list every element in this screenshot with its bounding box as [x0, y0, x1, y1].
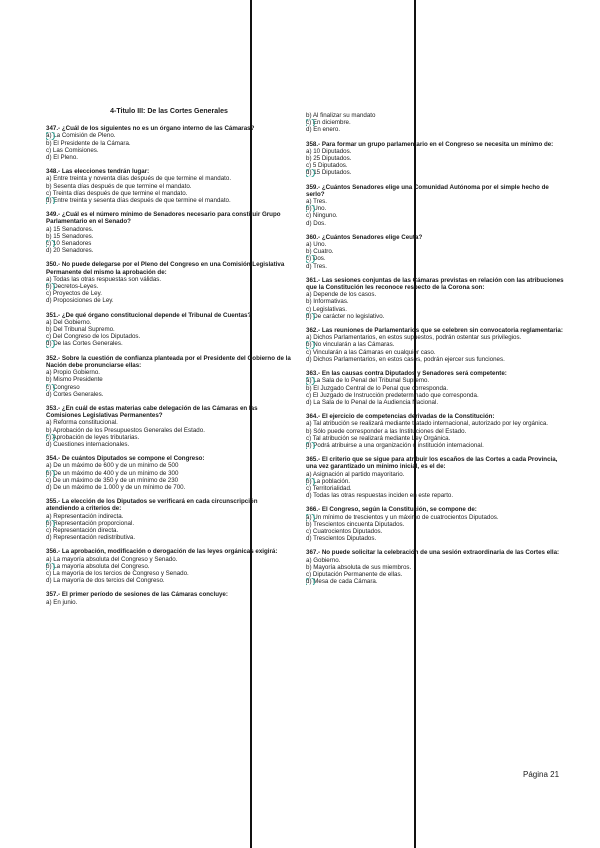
- answer-option: a) Reforma constitucional.: [46, 419, 118, 427]
- answer-option: d) Tres.: [306, 262, 327, 270]
- answer-option: d) Dichos Parlamentarios, en estos casos, podrán ejercer sus funciones.: [306, 355, 505, 363]
- question-block: [306, 112, 568, 134]
- answer-option: c) Las Comisiones.: [46, 146, 99, 154]
- question-text: 351.- ¿De qué órgano constitucional depende el Tribunal de Cuentas?: [46, 311, 252, 319]
- answer-option: a) Del Gobierno.: [46, 318, 92, 326]
- question-block: [306, 184, 568, 227]
- left-column: [46, 108, 292, 613]
- question-block: [306, 549, 568, 585]
- question-block: [46, 261, 292, 304]
- answer-option-marked: b) Decretos-Leyes.: [46, 283, 292, 290]
- answer-option: d) Representación redistributiva.: [46, 534, 136, 542]
- question-text: 366.- El Congreso, según la Constitución, se compone de:: [306, 506, 477, 514]
- page-number: Página 21: [523, 770, 560, 779]
- question-block: [306, 327, 568, 363]
- question-block: [46, 548, 292, 584]
- question-block: [46, 455, 292, 491]
- answer-option: d) Dos.: [306, 219, 326, 227]
- question-text: 357.- El primer período de sesiones de las Cámaras concluye:: [46, 591, 228, 599]
- question-block: [306, 413, 568, 449]
- answer-option: b) 25 Diputados.: [306, 155, 352, 163]
- answer-option: c) 5 Diputados.: [306, 162, 348, 170]
- answer-option: a) 10 Diputados.: [306, 147, 352, 155]
- answer-option: c) Cuatrocientos Diputados.: [306, 527, 383, 535]
- question-text: 361.- Las sesiones conjuntas de las Cámaras previstas en relación con las atribuciones que la Constitución les reconoce respecto de la Corona son:: [306, 276, 564, 292]
- question-text: 364.- El ejercicio de competencias derivadas de la Constitución:: [306, 413, 495, 421]
- answer-option: a) De un máximo de 600 y de un mínimo de 500: [46, 462, 179, 470]
- answer-option: d) Cortes Generales.: [46, 390, 104, 398]
- question-text: 350.- No puede delegarse por el Pleno del Congreso en una Comisión Legislativa Permanente del mismo la aprobación de:: [46, 261, 285, 276]
- question-text: 352.- Sobre la cuestión de confianza planteada por el Presidente del Gobierno de la Nación debe pronunciarse ellas:: [46, 354, 291, 369]
- answer-option: b) Sólo puede corresponder a las Instituciones del Estado.: [306, 427, 467, 435]
- answer-option: a) Todas las otras respuestas son válidas.: [46, 275, 162, 283]
- answer-option: d) La mayoría de dos tercios del Congreso.: [46, 577, 165, 585]
- answer-option: c) La mayoría de los tercios de Congreso y Senado.: [46, 569, 189, 577]
- question-block: [306, 277, 568, 320]
- answer-option: a) Asignación al partido mayoritario.: [306, 470, 405, 478]
- answer-option-marked: b) De un máximo de 400 y de un mínimo de 300: [46, 470, 292, 477]
- answer-option-marked: c) En diciembre.: [306, 119, 568, 126]
- answer-option-marked: b) Uno.: [306, 205, 568, 212]
- question-block: [46, 355, 292, 398]
- answer-option: b) Del Tribunal Supremo.: [46, 326, 115, 334]
- question-block: [306, 234, 568, 270]
- answer-option: b) Informativas.: [306, 298, 349, 306]
- question-block: [46, 591, 292, 605]
- answer-option: c) De un máximo de 350 y de un mínimo de 230: [46, 476, 179, 484]
- answer-option: b) Al finalizar su mandato: [306, 112, 376, 119]
- answer-option-marked: d) Entre treinta y sesenta días después de que termine el mandato.: [46, 197, 292, 204]
- question-block: [306, 506, 568, 542]
- answer-option: d) El Pleno.: [46, 154, 78, 162]
- answer-option: a) Representación indirecta.: [46, 512, 124, 520]
- question-text: 356.- La aprobación, modificación o derogación de las leyes orgánicas exigirá:: [46, 548, 278, 556]
- question-text: 354.- De cuántos Diputados se compone el Congreso:: [46, 455, 205, 463]
- question-block: [306, 141, 568, 177]
- answer-option: b) Mayoría absoluta de sus miembros.: [306, 563, 412, 571]
- answer-option: c) Treinta días después de que termine el mandato.: [46, 189, 188, 197]
- question-block: [306, 370, 568, 406]
- answer-option-marked: c) Aprobación de leyes tributarias.: [46, 434, 292, 441]
- question-block: [306, 456, 568, 499]
- answer-option: b) Trescientos cincuenta Diputados.: [306, 520, 405, 528]
- answer-option: c) El Juzgado de Instrucción predeterminado que corresponda.: [306, 391, 479, 399]
- answer-option-marked: b) La mayoría absoluta del Congreso.: [46, 563, 292, 570]
- answer-option: c) Territorialidad.: [306, 484, 352, 492]
- answer-option: c) Proyectos de Ley.: [46, 290, 102, 298]
- answer-option: a) Uno.: [306, 241, 327, 249]
- answer-option: a) Tal atribución se realizará mediante tratado internacional, autorizado por ley orgánica.: [306, 420, 549, 428]
- question-block: [46, 168, 292, 204]
- answer-option-marked: b) No vincularán a las Cámaras.: [306, 341, 568, 348]
- answer-option-marked: a) Un mínimo de trescientos y un máximo de cuatrocientos Diputados.: [306, 514, 568, 521]
- answer-option-marked: d) De carácter no legislativo.: [306, 313, 568, 320]
- answer-option: d) Cuestiones internacionales.: [46, 440, 130, 448]
- answer-option: a) Tres.: [306, 198, 327, 206]
- question-text: 358.- Para formar un grupo parlamentario en el Congreso se necesita un mínimo de:: [306, 140, 554, 148]
- answer-option-marked: d) Mesa de cada Cámara.: [306, 578, 568, 585]
- section-title: 4-Titulo III: De las Cortes Generales: [110, 108, 228, 115]
- answer-option: d) La Sala de lo Penal de la Audiencia Nacional.: [306, 398, 439, 406]
- answer-option: d) Proposiciones de Ley.: [46, 297, 114, 305]
- question-text: 359.- ¿Cuántos Senadores elige una Comunidad Autónoma por el simple hecho de serlo?: [306, 183, 549, 198]
- question-block: [46, 498, 292, 541]
- answer-option: d) Todas las otras respuestas inciden en este reparto.: [306, 492, 454, 500]
- answer-option: c) Vincularán a las Cámaras en cualquier caso.: [306, 348, 436, 356]
- question-block: [46, 125, 292, 161]
- answer-option: b) Mismo Presidente: [46, 376, 103, 384]
- question-text: 367.- No puede solicitar la celebración de una sesión extraordinaria de las Cortes ella:: [306, 549, 560, 557]
- answer-option: c) Legislativas.: [306, 305, 347, 313]
- question-text: 365.- El criterio que se sigue para atribuir los escaños de las Cortes a cada Provincia, una vez garantizado un mínimo inicial, es el de:: [306, 456, 558, 471]
- answer-option: a) En junio.: [46, 598, 78, 606]
- answer-option: c) Ninguno.: [306, 212, 338, 220]
- answer-option: c) Tal atribución se realizará mediante Ley Orgánica.: [306, 434, 451, 442]
- answer-option-marked: d) Podrá atribuirse a una organización o institución internacional.: [306, 442, 568, 449]
- answer-option-marked: c) Dos.: [306, 255, 568, 262]
- right-column: [306, 112, 568, 592]
- answer-option: a) Entre treinta y noventa días después de que termine el mandato.: [46, 175, 232, 183]
- answer-option: c) Representación directa.: [46, 526, 119, 534]
- question-text: 360.- ¿Cuántos Senadores elige Ceuta?: [306, 233, 423, 241]
- answer-option: b) Cuatro.: [306, 248, 334, 256]
- answer-option-marked: d) 15 Diputados.: [306, 169, 568, 176]
- answer-option: d) 20 Senadores.: [46, 247, 94, 255]
- answer-option: a) La mayoría absoluta del Congreso y Senado.: [46, 555, 178, 563]
- question-block: [46, 211, 292, 254]
- answer-option: b) El Juzgado Central de lo Penal que corresponda.: [306, 384, 449, 392]
- question-text: 363.- En las causas contra Diputados y Senadores será competente:: [306, 370, 507, 378]
- answer-option-marked: d) De las Cortes Generales.: [46, 340, 292, 347]
- question-text: 349.- ¿Cuál es el número mínimo de Senadores necesario para constituir Grupo Parlamentario en el Senado?: [46, 211, 281, 226]
- answer-option: a) Depende de los casos.: [306, 291, 377, 299]
- question-block: [46, 405, 292, 448]
- answer-option: d) De un máximo de 1.000 y de un mínimo de 700.: [46, 483, 186, 491]
- answer-option: b) 15 Senadores.: [46, 232, 94, 240]
- answer-option-marked: c) Congreso: [46, 384, 292, 391]
- answer-option: d) En enero.: [306, 126, 341, 134]
- answer-option-marked: c) 10 Senadores: [46, 240, 292, 247]
- question-text: 348.- Las elecciones tendrán lugar:: [46, 168, 150, 176]
- answer-option: b) Aprobación de los Presupuestos Generales del Estado.: [46, 426, 205, 434]
- question-text: 353.- ¿En cuál de estas materias cabe delegación de las Cámaras en las Comisiones Legislativas Permanentes?: [46, 404, 258, 420]
- answer-option: c) Diputación Permanente de ellas.: [306, 570, 403, 578]
- answer-option: b) El Presidente de la Cámara.: [46, 139, 131, 147]
- question-text: 362.- Las reuniones de Parlamentarios que se celebren sin convocatoria reglamentaria:: [306, 327, 563, 335]
- left-question-list: [46, 125, 292, 606]
- answer-option-marked: a) La Comisión de Pleno.: [46, 132, 292, 139]
- answer-option-marked: a) La Sala de lo Penal del Tribunal Supremo.: [306, 377, 568, 384]
- question-block: [46, 312, 292, 348]
- answer-option: a) Dichos Parlamentarios, en estos supuestos, podrán ostentar sus privilegios.: [306, 334, 522, 342]
- answer-option: a) Gobierno.: [306, 556, 341, 564]
- answer-option-marked: b) La población.: [306, 478, 568, 485]
- right-question-list: [306, 112, 568, 585]
- answer-option-marked: b) Representación proporcional.: [46, 520, 292, 527]
- answer-option: c) Del Congreso de los Diputados.: [46, 333, 141, 341]
- answer-option: b) Sesenta días después de que termine el mandato.: [46, 182, 192, 190]
- answer-option: a) Propio Gobierno.: [46, 369, 100, 377]
- question-text: 355.- La elección de los Diputados se verificará en cada circunscripción atendiendo a criterios de:: [46, 498, 258, 513]
- question-text: 347.- ¿Cuál de los siguientes no es un órgano interno de las Cámaras?: [46, 125, 255, 133]
- answer-option: d) Trescientos Diputados.: [306, 535, 377, 543]
- answer-option: a) 15 Senadores.: [46, 225, 94, 233]
